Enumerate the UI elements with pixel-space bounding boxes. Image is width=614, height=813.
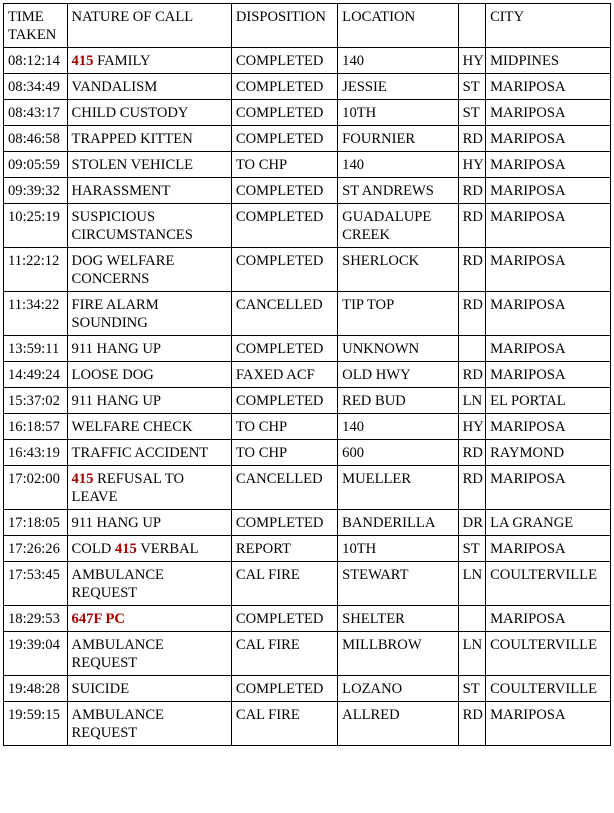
- penal-code: 647F PC: [71, 611, 125, 627]
- cell-city: MARIPOSA: [486, 466, 611, 510]
- cell-disposition: CAL FIRE: [231, 562, 337, 606]
- table-row: [4, 204, 611, 248]
- cell-city: MARIPOSA: [486, 292, 611, 336]
- cell-nature: [67, 126, 231, 152]
- cell-nature: [67, 152, 231, 178]
- cell-time: 16:43:19: [4, 440, 68, 466]
- cell-location: RED BUD: [338, 388, 459, 414]
- cell-city: MARIPOSA: [486, 536, 611, 562]
- nature-text: 911 HANG UP: [71, 341, 162, 357]
- nature-text: LOOSE DOG: [71, 367, 154, 383]
- cell-nature: [67, 388, 231, 414]
- cell-location: 140: [338, 414, 459, 440]
- cell-city: MARIPOSA: [486, 178, 611, 204]
- cell-time: 11:22:12: [4, 248, 68, 292]
- cell-time: 08:46:58: [4, 126, 68, 152]
- cell-time: 16:18:57: [4, 414, 68, 440]
- cell-nature: [67, 702, 231, 746]
- cell-suffix: RD: [458, 440, 485, 466]
- header-suffix: [458, 4, 485, 48]
- cell-location: 140: [338, 152, 459, 178]
- table-row: [4, 362, 611, 388]
- table-row: [4, 126, 611, 152]
- cell-nature: [67, 606, 231, 632]
- cell-nature: [67, 536, 231, 562]
- nature-prefix: COLD: [71, 541, 115, 557]
- cell-suffix: HY: [458, 152, 485, 178]
- cell-disposition: COMPLETED: [231, 100, 337, 126]
- header-city: CITY: [486, 4, 611, 48]
- call-log-table: [3, 3, 611, 746]
- cell-city: MARIPOSA: [486, 152, 611, 178]
- cell-nature: [67, 178, 231, 204]
- cell-location: LOZANO: [338, 676, 459, 702]
- table-row: [4, 606, 611, 632]
- cell-time: 17:02:00: [4, 466, 68, 510]
- cell-disposition: COMPLETED: [231, 48, 337, 74]
- cell-disposition: COMPLETED: [231, 74, 337, 100]
- cell-city: COULTERVILLE: [486, 676, 611, 702]
- nature-text: AMBULANCE REQUEST: [71, 567, 164, 601]
- cell-time: 13:59:11: [4, 336, 68, 362]
- cell-suffix: LN: [458, 632, 485, 676]
- penal-code: 415: [114, 541, 137, 557]
- nature-text: WELFARE CHECK: [71, 419, 193, 435]
- cell-suffix: HY: [458, 48, 485, 74]
- table-row: [4, 48, 611, 74]
- cell-suffix: LN: [458, 388, 485, 414]
- cell-location: 10TH: [338, 100, 459, 126]
- cell-suffix: ST: [458, 74, 485, 100]
- table-row: [4, 562, 611, 606]
- nature-text: SUICIDE: [71, 681, 130, 697]
- cell-disposition: COMPLETED: [231, 178, 337, 204]
- cell-city: MIDPINES: [486, 48, 611, 74]
- cell-time: 17:26:26: [4, 536, 68, 562]
- cell-time: 08:12:14: [4, 48, 68, 74]
- header-row: [4, 4, 611, 48]
- nature-text: STOLEN VEHICLE: [71, 157, 194, 173]
- table-row: [4, 676, 611, 702]
- cell-city: MARIPOSA: [486, 336, 611, 362]
- cell-suffix: HY: [458, 414, 485, 440]
- cell-disposition: COMPLETED: [231, 510, 337, 536]
- cell-city: MARIPOSA: [486, 74, 611, 100]
- cell-time: 09:05:59: [4, 152, 68, 178]
- cell-location: STEWART: [338, 562, 459, 606]
- cell-city: RAYMOND: [486, 440, 611, 466]
- nature-text: AMBULANCE REQUEST: [71, 637, 164, 671]
- cell-disposition: COMPLETED: [231, 336, 337, 362]
- table-row: [4, 152, 611, 178]
- cell-disposition: COMPLETED: [231, 204, 337, 248]
- cell-nature: [67, 632, 231, 676]
- table-row: [4, 178, 611, 204]
- cell-city: EL PORTAL: [486, 388, 611, 414]
- table-row: [4, 702, 611, 746]
- table-row: [4, 414, 611, 440]
- cell-location: 10TH: [338, 536, 459, 562]
- table-row: [4, 536, 611, 562]
- cell-time: 14:49:24: [4, 362, 68, 388]
- table-row: [4, 632, 611, 676]
- cell-nature: [67, 292, 231, 336]
- nature-text: 911 HANG UP: [71, 393, 162, 409]
- nature-text: REFUSAL TO LEAVE: [71, 471, 184, 505]
- cell-city: MARIPOSA: [486, 248, 611, 292]
- nature-text: FIRE ALARM SOUNDING: [71, 297, 159, 331]
- cell-city: MARIPOSA: [486, 414, 611, 440]
- cell-location: GUADALUPE CREEK: [338, 204, 459, 248]
- cell-location: 140: [338, 48, 459, 74]
- cell-time: 08:34:49: [4, 74, 68, 100]
- header-nature: NATURE OF CALL: [67, 4, 231, 48]
- table-row: [4, 336, 611, 362]
- cell-suffix: RD: [458, 362, 485, 388]
- cell-city: COULTERVILLE: [486, 562, 611, 606]
- cell-disposition: TO CHP: [231, 414, 337, 440]
- cell-nature: [67, 562, 231, 606]
- cell-location: ALLRED: [338, 702, 459, 746]
- cell-location: SHELTER: [338, 606, 459, 632]
- cell-location: ST ANDREWS: [338, 178, 459, 204]
- cell-location: UNKNOWN: [338, 336, 459, 362]
- cell-city: MARIPOSA: [486, 126, 611, 152]
- cell-suffix: [458, 336, 485, 362]
- cell-nature: [67, 676, 231, 702]
- nature-text: VANDALISM: [71, 79, 158, 95]
- cell-suffix: ST: [458, 536, 485, 562]
- table-body: [4, 48, 611, 746]
- table-row: [4, 74, 611, 100]
- cell-location: FOURNIER: [338, 126, 459, 152]
- cell-time: 19:48:28: [4, 676, 68, 702]
- cell-time: 08:43:17: [4, 100, 68, 126]
- header-disposition: DISPOSITION: [231, 4, 337, 48]
- table-row: [4, 248, 611, 292]
- cell-disposition: CANCELLED: [231, 466, 337, 510]
- header-time: TIME TAKEN: [4, 4, 68, 48]
- cell-disposition: CANCELLED: [231, 292, 337, 336]
- nature-text: HARASSMENT: [71, 183, 171, 199]
- cell-nature: [67, 440, 231, 466]
- cell-location: JESSIE: [338, 74, 459, 100]
- cell-nature: [67, 248, 231, 292]
- table-row: [4, 388, 611, 414]
- cell-disposition: COMPLETED: [231, 248, 337, 292]
- cell-time: 19:39:04: [4, 632, 68, 676]
- cell-city: COULTERVILLE: [486, 632, 611, 676]
- cell-time: 09:39:32: [4, 178, 68, 204]
- table-row: [4, 440, 611, 466]
- cell-nature: [67, 74, 231, 100]
- cell-location: BANDERILLA: [338, 510, 459, 536]
- call-log-page: [3, 3, 611, 746]
- cell-nature: [67, 510, 231, 536]
- cell-city: MARIPOSA: [486, 204, 611, 248]
- cell-nature: [67, 466, 231, 510]
- nature-text: VERBAL: [136, 541, 199, 557]
- cell-disposition: TO CHP: [231, 152, 337, 178]
- cell-city: LA GRANGE: [486, 510, 611, 536]
- cell-disposition: COMPLETED: [231, 606, 337, 632]
- cell-disposition: TO CHP: [231, 440, 337, 466]
- cell-nature: [67, 414, 231, 440]
- cell-suffix: [458, 606, 485, 632]
- cell-location: OLD HWY: [338, 362, 459, 388]
- cell-nature: [67, 336, 231, 362]
- cell-disposition: COMPLETED: [231, 126, 337, 152]
- cell-disposition: COMPLETED: [231, 388, 337, 414]
- cell-suffix: RD: [458, 178, 485, 204]
- cell-nature: [67, 204, 231, 248]
- cell-time: 17:53:45: [4, 562, 68, 606]
- table-row: [4, 510, 611, 536]
- cell-disposition: REPORT: [231, 536, 337, 562]
- cell-suffix: ST: [458, 676, 485, 702]
- cell-location: 600: [338, 440, 459, 466]
- cell-time: 18:29:53: [4, 606, 68, 632]
- cell-suffix: RD: [458, 466, 485, 510]
- cell-nature: [67, 362, 231, 388]
- nature-text: DOG WELFARE CONCERNS: [71, 253, 175, 287]
- nature-text: TRAFFIC ACCIDENT: [71, 445, 209, 461]
- cell-time: 17:18:05: [4, 510, 68, 536]
- cell-suffix: DR: [458, 510, 485, 536]
- cell-suffix: RD: [458, 248, 485, 292]
- cell-nature: [67, 48, 231, 74]
- cell-suffix: RD: [458, 126, 485, 152]
- nature-text: SUSPICIOUS CIRCUMSTANCES: [71, 209, 193, 243]
- table-row: [4, 292, 611, 336]
- cell-time: 15:37:02: [4, 388, 68, 414]
- cell-suffix: ST: [458, 100, 485, 126]
- header-location: LOCATION: [338, 4, 459, 48]
- cell-time: 11:34:22: [4, 292, 68, 336]
- cell-city: MARIPOSA: [486, 362, 611, 388]
- penal-code: 415: [71, 53, 94, 69]
- cell-suffix: RD: [458, 292, 485, 336]
- cell-disposition: FAXED ACF: [231, 362, 337, 388]
- cell-location: TIP TOP: [338, 292, 459, 336]
- table-row: [4, 466, 611, 510]
- cell-time: 10:25:19: [4, 204, 68, 248]
- penal-code: 415: [71, 471, 94, 487]
- cell-suffix: RD: [458, 702, 485, 746]
- nature-text: TRAPPED KITTEN: [71, 131, 193, 147]
- cell-suffix: LN: [458, 562, 485, 606]
- cell-nature: [67, 100, 231, 126]
- cell-location: MILLBROW: [338, 632, 459, 676]
- cell-location: SHERLOCK: [338, 248, 459, 292]
- nature-text: AMBULANCE REQUEST: [71, 707, 164, 741]
- cell-disposition: COMPLETED: [231, 676, 337, 702]
- table-row: [4, 100, 611, 126]
- cell-disposition: CAL FIRE: [231, 702, 337, 746]
- nature-text: 911 HANG UP: [71, 515, 162, 531]
- nature-text: FAMILY: [93, 53, 151, 69]
- cell-city: MARIPOSA: [486, 606, 611, 632]
- cell-suffix: RD: [458, 204, 485, 248]
- cell-city: MARIPOSA: [486, 702, 611, 746]
- cell-city: MARIPOSA: [486, 100, 611, 126]
- table-header: [4, 4, 611, 48]
- cell-time: 19:59:15: [4, 702, 68, 746]
- cell-disposition: CAL FIRE: [231, 632, 337, 676]
- nature-text: CHILD CUSTODY: [71, 105, 189, 121]
- cell-location: MUELLER: [338, 466, 459, 510]
